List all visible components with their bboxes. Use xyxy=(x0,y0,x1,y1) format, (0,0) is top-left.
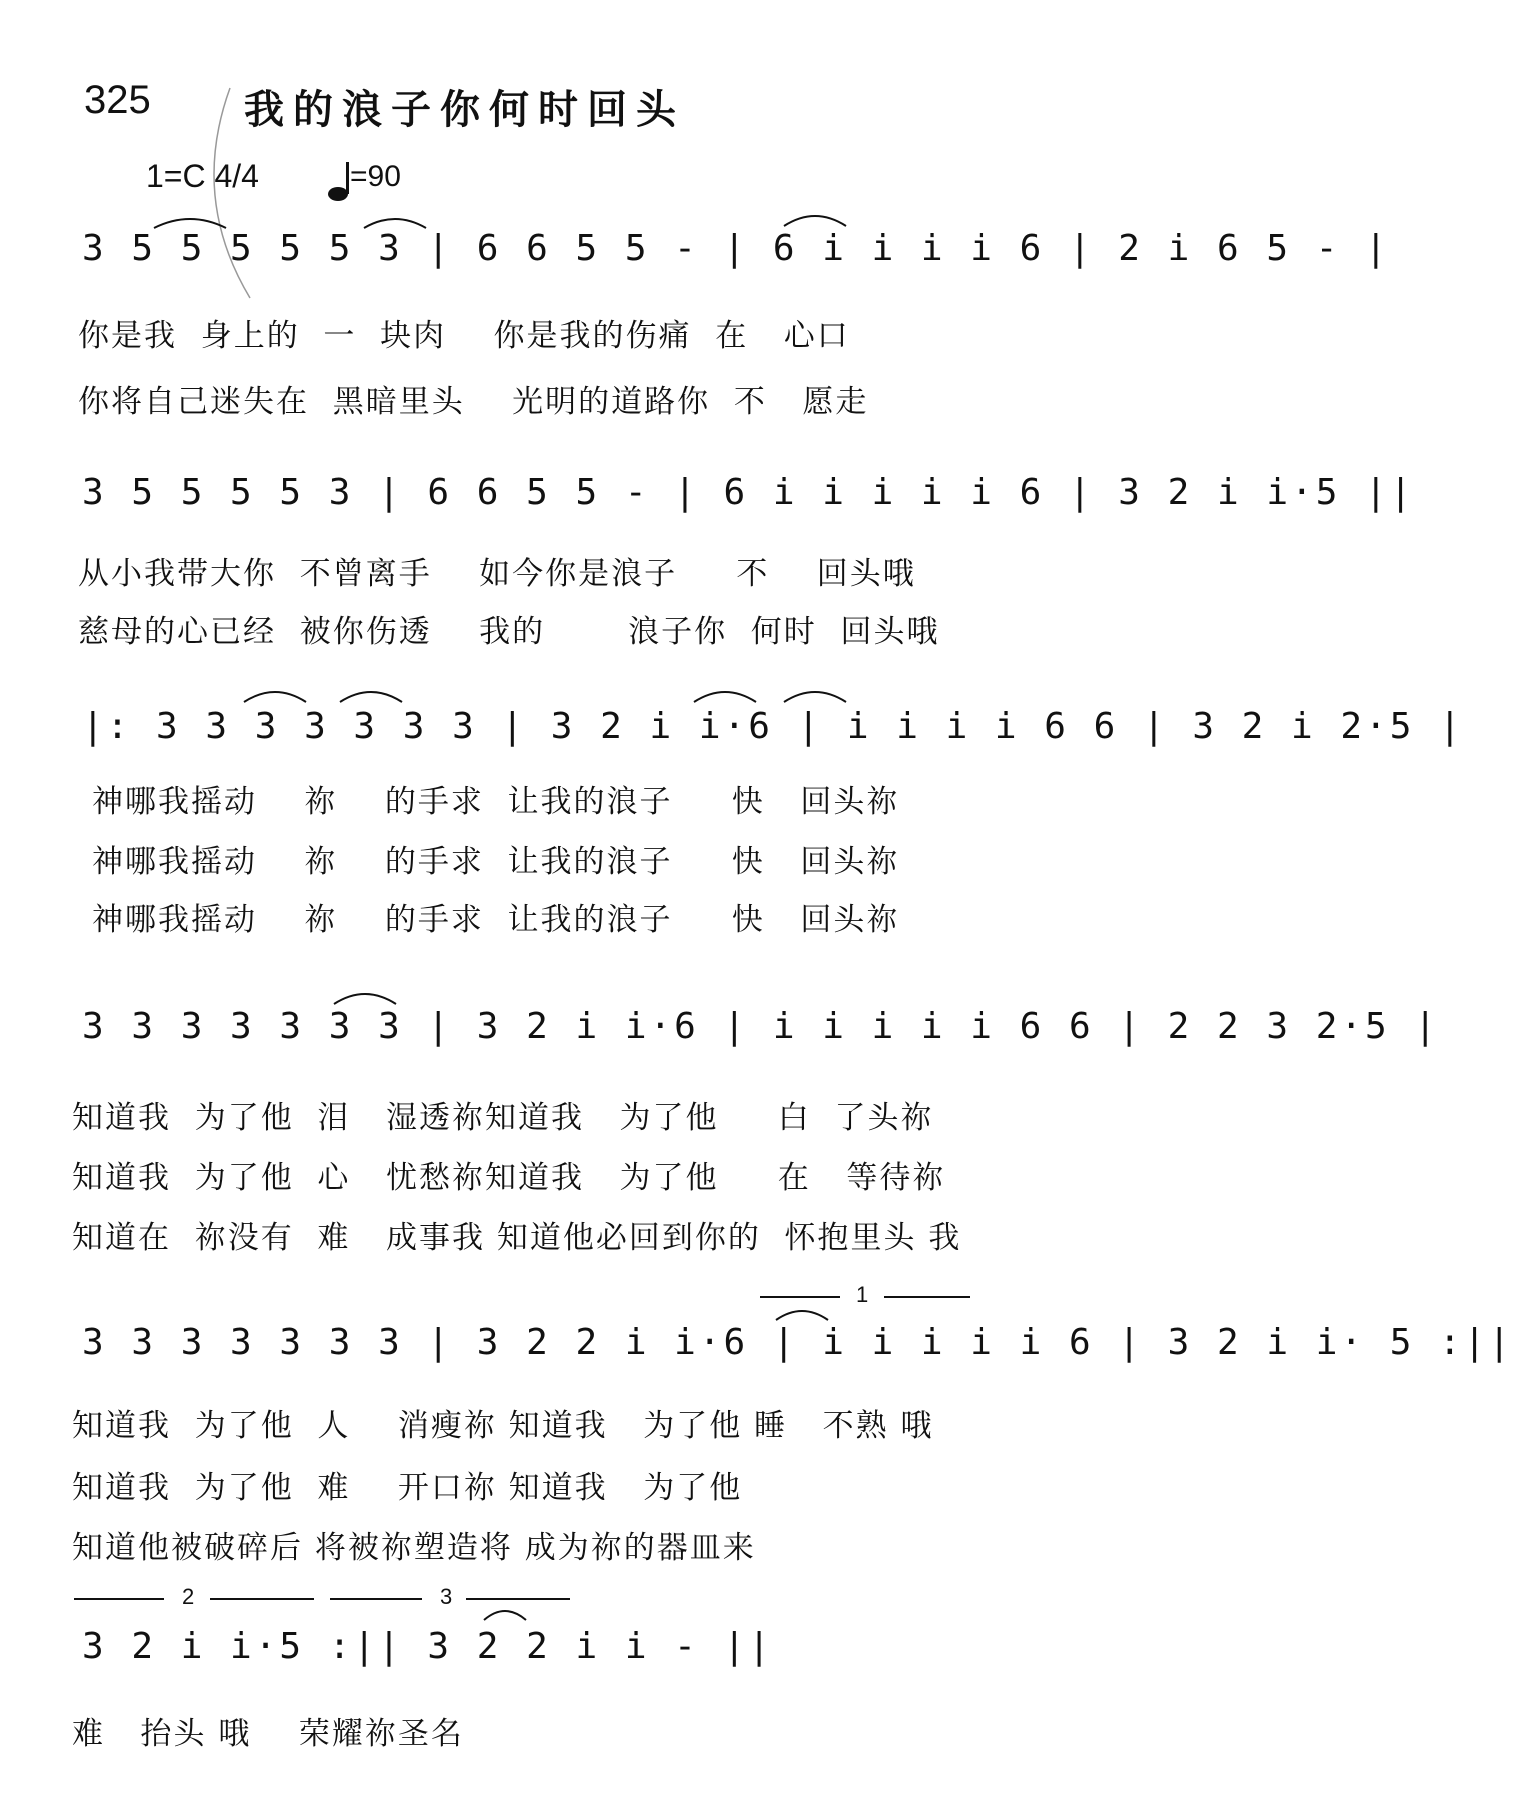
lyric-line: 神哪我摇动 祢 的手求 让我的浪子 快 回头祢 xyxy=(92,902,900,938)
volta-line xyxy=(210,1598,314,1600)
jianpu-notes: |: 3 3 3 3 3 3 3 | 3 2 i i·6 | i i i i 6 6 | 3 2 i 2·5 | xyxy=(82,706,1464,747)
slur-mark xyxy=(480,1602,530,1622)
volta-line xyxy=(74,1598,164,1600)
jianpu-notes: 3 5 5 5 5 3 | 6 6 5 5 - | 6 i i i i i 6 | 3 2 i i·5 || xyxy=(82,472,1415,513)
lyric-line: 知道他被破碎后 将被祢塑造将 成为祢的器皿来 xyxy=(72,1530,756,1566)
lyric-line: 慈母的心已经 被你伤透 我的 浪子你 何时 回头哦 xyxy=(78,614,940,650)
song-title: 我的浪子你何时回头 xyxy=(244,87,685,133)
slur-mark xyxy=(780,206,850,228)
slur-mark xyxy=(336,682,406,704)
lyric-line: 神哪我摇动 祢 的手求 让我的浪子 快 回头祢 xyxy=(92,784,900,820)
lyric-line: 知道我 为了他 人 消瘦祢 知道我 为了他 睡 不熟 哦 xyxy=(72,1408,934,1444)
slur-mark xyxy=(360,210,430,230)
volta-line xyxy=(760,1296,840,1298)
jianpu-notes: 3 3 3 3 3 3 3 | 3 2 2 i i·6 | i i i i i 6 | 3 2 i i· 5 :|| xyxy=(82,1322,1513,1363)
tempo-mark: =90 xyxy=(350,160,401,193)
hymn-number: 325 xyxy=(84,78,151,122)
jianpu-notes: 3 2 i i·5 :|| 3 2 2 i i - || xyxy=(82,1626,773,1667)
volta-bracket-3 xyxy=(330,1584,570,1610)
lyric-line: 从小我带大你 不曾离手 如今你是浪子 不 回头哦 xyxy=(78,556,916,592)
jianpu-notes: 3 5 5 5 5 5 3 | 6 6 5 5 - | 6 i i i i 6 | 2 i 6 5 - | xyxy=(82,228,1390,269)
music-line-3 xyxy=(82,700,1464,764)
music-line-2 xyxy=(82,466,1415,530)
volta-line xyxy=(466,1598,570,1600)
lyric-line: 知道我 为了他 难 开口祢 知道我 为了他 xyxy=(72,1470,743,1506)
music-line-4 xyxy=(82,1000,1440,1064)
music-line-6 xyxy=(82,1620,982,1684)
volta-bracket-2 xyxy=(74,1584,314,1610)
slur-mark xyxy=(150,210,230,230)
volta-number: 1 xyxy=(856,1282,869,1307)
lyric-line: 知道我 为了他 心 忧愁祢知道我 为了他 在 等待祢 xyxy=(72,1160,946,1196)
jianpu-notes: 3 3 3 3 3 3 3 | 3 2 i i·6 | i i i i i 6 6 | 2 2 3 2·5 | xyxy=(82,1006,1440,1047)
slur-mark xyxy=(240,682,310,704)
lyric-line: 知道我 为了他 泪 湿透祢知道我 为了他 白 了头祢 xyxy=(72,1100,934,1136)
volta-number: 3 xyxy=(440,1584,453,1609)
volta-line xyxy=(884,1296,970,1298)
slur-mark xyxy=(690,682,760,704)
lyric-line: 难 抬头 哦 荣耀祢圣名 xyxy=(72,1716,464,1752)
volta-number: 2 xyxy=(182,1584,195,1609)
slur-mark xyxy=(330,984,400,1006)
lyric-line: 知道在 祢没有 难 成事我 知道他必回到你的 怀抱里头 我 xyxy=(72,1220,962,1256)
slur-mark xyxy=(780,682,850,704)
music-line-5 xyxy=(82,1316,1513,1380)
lyric-line: 神哪我摇动 祢 的手求 让我的浪子 快 回头祢 xyxy=(92,844,900,880)
music-line-1 xyxy=(82,222,1390,286)
key-signature: 1=C 4/4 xyxy=(146,158,259,194)
volta-line xyxy=(330,1598,422,1600)
lyric-line: 你是我 身上的 一 块肉 你是我的伤痛 在 心口 xyxy=(78,318,850,354)
lyric-line: 你将自己迷失在 黑暗里头 光明的道路你 不 愿走 xyxy=(78,384,869,420)
